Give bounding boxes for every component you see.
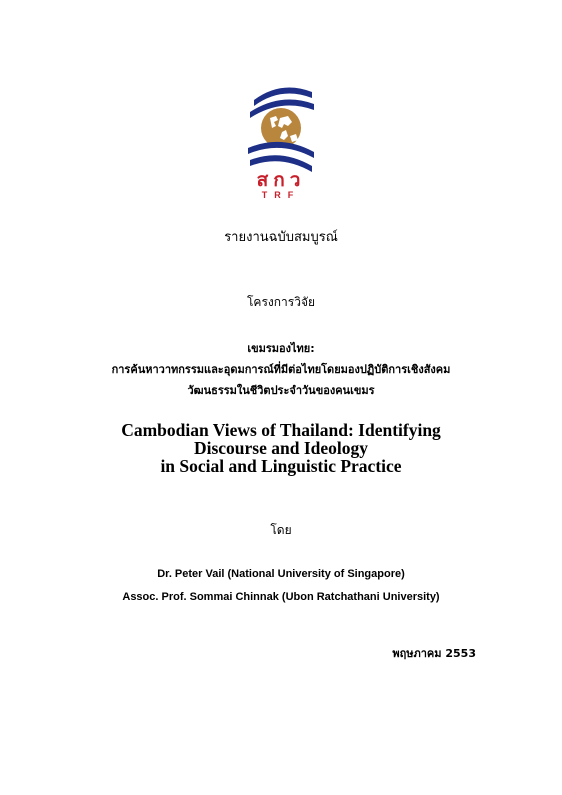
thai-title-line-3: วัฒนธรรมในชีวิตประจำวันของคนเขมร	[187, 384, 375, 397]
author-1: Dr. Peter Vail (National University of Singapore)	[157, 568, 405, 580]
english-title-line-1: Cambodian Views of Thailand: Identifying	[121, 420, 441, 440]
english-title-line-3: in Social and Linguistic Practice	[160, 456, 402, 476]
english-title-line-2: Discourse and Ideology	[193, 438, 369, 458]
project-label: โครงการวิจัย	[246, 295, 316, 309]
thai-title-line-2: การค้นหาวาทกรรมและอุดมการณ์ที่มีต่อไทยโดยมองปฏิบัติการเชิงสังคม	[111, 363, 451, 376]
logo-latin-letters: TRF	[261, 190, 301, 200]
by-label: โดย	[270, 523, 292, 537]
logo-thai-letters: สกว	[256, 169, 306, 191]
report-type: รายงานฉบับสมบูรณ์	[224, 230, 338, 245]
report-date: พฤษภาคม 2553	[392, 647, 476, 660]
author-2: Assoc. Prof. Sommai Chinnak (Ubon Ratchathani University)	[122, 591, 440, 603]
thai-title-line-1: เขมรมองไทย:	[247, 342, 315, 355]
trf-logo	[240, 82, 322, 202]
